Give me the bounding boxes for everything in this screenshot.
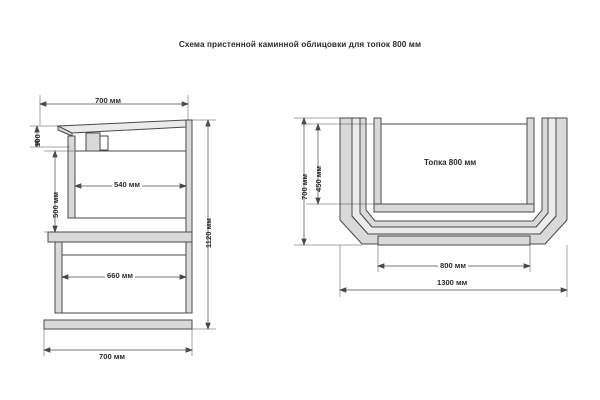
label-side-opening-height: 500 мм (51, 191, 60, 218)
side-view-geometry (30, 95, 216, 356)
label-front-firebox: Топка 800 мм (424, 158, 477, 167)
page-title: Схема пристенной каминной облицовки для топок 800 мм (178, 40, 422, 49)
label-side-top-width: 700 мм (95, 96, 122, 105)
label-side-base-width: 660 мм (107, 271, 134, 280)
front-view-geometry (294, 118, 567, 297)
label-front-firebox-width: 800 мм (440, 261, 467, 270)
label-side-total-height: 1120 мм (204, 218, 213, 248)
label-side-opening-width: 540 мм (114, 180, 141, 189)
label-front-total-width: 1300 мм (437, 278, 468, 287)
label-front-outer-height: 700 мм (300, 173, 309, 200)
label-side-hood-height: 100 (33, 134, 42, 147)
label-side-bottom-width: 700 мм (99, 352, 126, 361)
label-front-inner-height: 450 мм (314, 165, 323, 192)
